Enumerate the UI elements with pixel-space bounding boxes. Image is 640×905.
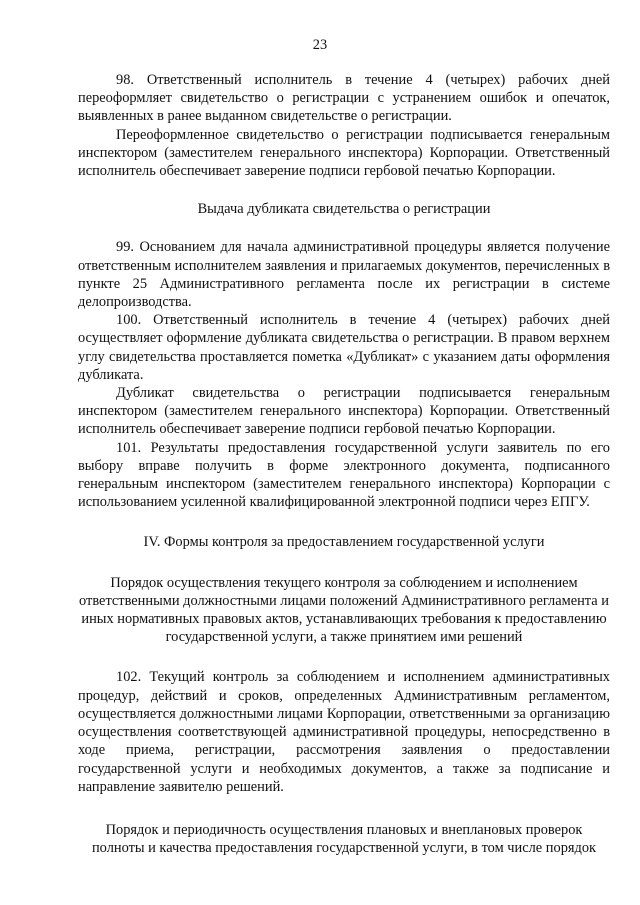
paragraph-100-continuation: Дубликат свидетельства о регистрации подписывается генеральным инспектором (заместителем генерального инспектора) Корпорации. Ответственный исполнитель обеспечивает заверение подписи гербовой печатью Корпорации. — [78, 385, 610, 438]
paragraph-98-continuation: Переоформленное свидетельство о регистрации подписывается генеральным инспектором (заместителем генерального инспектора) Корпорации. Ответственный исполнитель обеспечивает заверение подписи гербовой печатью Корпорации. — [78, 126, 610, 180]
heading-current-control: Порядок осуществления текущего контроля за соблюдением и исполнением ответственными должностными лицами положений Административного регламента и иных нормативных правовых актов, устанавливающих требования к предоставлению государственной услуги, а также принятием ими решений — [79, 574, 609, 646]
paragraph-102: 102. Текущий контроль за соблюдением и исполнением административных процедур, действий и сроков, определенных Административным регламентом, осуществляется должностными лицами Корпорации, ответственными за организацию осуществления соответствующей административной процедуры, непосредственно в ходе приема, регистрации, рассмотрения заявления о предоставлении государственной услуги и необходимых документов, а также за подписание и направление заявителю решений. — [78, 669, 610, 795]
paragraph-98: 98. Ответственный исполнитель в течение 4 (четырех) рабочих дней переоформляет свидетельство о регистрации с устранением ошибок и опечаток, выявленных в ранее выданном свидетельстве о регистрации. — [78, 72, 610, 125]
paragraph-101: 101. Результаты предоставления государственной услуги заявитель по его выбору вправе получить в форме электронного документа, подписанного генеральным инспектором (заместителем генерального инспектора) Корпорации с использованием усиленной квалифицированной электронной подписи через ЕПГУ. — [78, 439, 610, 511]
page-number: 23 — [312, 37, 328, 53]
paragraph-99: 99. Основанием для начала административной процедуры является получение ответственным исполнителем заявления и прилагаемых документов, перечисленных в пункте 25 Административного регламента после их регистрации в системе делопроизводства. — [78, 239, 610, 311]
heading-planned-checks: Порядок и периодичность осуществления плановых и внеплановых проверок полноты и качества предоставления государственной услуги, в том числе порядок — [91, 821, 597, 857]
document-body — [78, 71, 610, 857]
paragraph-100: 100. Ответственный исполнитель в течение 4 (четырех) рабочих дней осуществляет оформление дубликата свидетельства о регистрации. В правом верхнем углу свидетельства проставляется пометка «Дубликат» с указанием даты оформления дубликата. — [78, 312, 610, 383]
heading-duplicate-issuance: Выдача дубликата свидетельства о регистрации — [197, 201, 491, 218]
heading-section-iv: IV. Формы контроля за предоставлением государственной услуги — [143, 534, 545, 551]
